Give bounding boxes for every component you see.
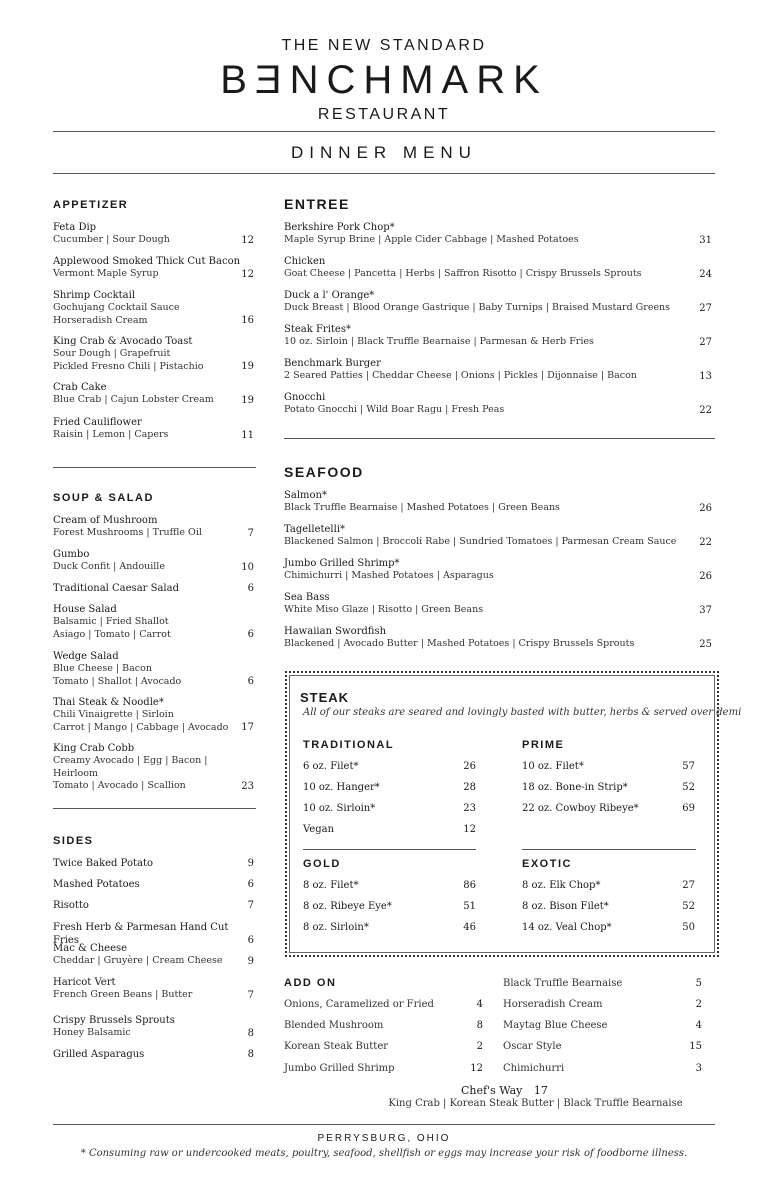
- entree-item: [284, 357, 712, 383]
- sides-title: SIDES: [53, 835, 94, 847]
- entree-item-price: 13: [699, 370, 712, 382]
- addon-row: [284, 998, 483, 1011]
- entree-title: ENTREE: [284, 196, 350, 212]
- seafood-item-name: Jumbo Grilled Shrimp*: [284, 558, 400, 569]
- sides-item-price: 6: [247, 935, 254, 946]
- sides-item-price: 7: [247, 900, 254, 911]
- steak-cut-name: 8 oz. Filet*: [303, 880, 359, 891]
- soup-item: [53, 582, 254, 595]
- seafood-item: [284, 523, 712, 549]
- seafood-item-name: Sea Bass: [284, 592, 330, 603]
- steak-cut-name: 10 oz. Hanger*: [303, 782, 380, 793]
- soup-item-description: Asiago | Tomato | Carrot: [53, 628, 171, 640]
- addon-price: 5: [695, 978, 702, 989]
- addon-price: 2: [476, 1041, 483, 1052]
- entree-item: [284, 289, 712, 315]
- appetizer-item: [53, 221, 254, 247]
- appetizer-item-name: Applewood Smoked Thick Cut Bacon: [53, 256, 241, 267]
- sides-item-price: 7: [247, 989, 254, 1001]
- steak-prime-row: [522, 802, 695, 815]
- soup-item-price: 17: [241, 722, 254, 733]
- footer-divider: [53, 1124, 715, 1125]
- steak-cut-name: 8 oz. Sirloin*: [303, 922, 369, 933]
- seafood-item: [284, 557, 712, 583]
- soup-item-price: 23: [241, 780, 254, 792]
- sides-item: [53, 942, 254, 968]
- addon-name: Blended Mushroom: [284, 1020, 384, 1031]
- seafood-item-price: 26: [699, 570, 712, 582]
- sides-item: [53, 899, 254, 912]
- header-tagline: THE NEW STANDARD: [281, 37, 487, 54]
- addon-price: 8: [476, 1020, 483, 1031]
- soup-item-price: 7: [247, 527, 254, 539]
- sides-item-name: Risotto: [53, 900, 89, 911]
- soup-item-description: Forest Mushrooms | Truffle Oil: [53, 527, 202, 538]
- steak-traditional-row: [303, 823, 476, 836]
- steak-title: STEAK: [300, 690, 350, 705]
- appetizer-item-description: Sour Dough | Grapefruit: [53, 348, 171, 359]
- addon-row: [503, 1062, 702, 1075]
- sides-item-name: Crispy Brussels Sprouts: [53, 1015, 175, 1026]
- addon-name: Black Truffle Bearnaise: [503, 978, 623, 989]
- soup-item-description: Chili Vinaigrette | Sirloin: [53, 709, 174, 720]
- seafood-item-description: White Miso Glaze | Risotto | Green Beans: [284, 604, 484, 615]
- soup-item-name: House Salad: [53, 604, 117, 615]
- steak-gold-row: [303, 921, 476, 934]
- steak-cut-price: 57: [682, 761, 695, 772]
- entree-item: [284, 221, 712, 247]
- steak-cut-name: 6 oz. Filet*: [303, 761, 359, 772]
- appetizer-item: [53, 335, 254, 373]
- appetizer-item-name: King Crab & Avocado Toast: [53, 336, 193, 347]
- entree-item-description: Maple Syrup Brine | Apple Cider Cabbage | Mashed Potatoes: [284, 234, 579, 245]
- chefs-way-price: 17: [533, 1084, 548, 1097]
- steak-cut-name: 8 oz. Elk Chop*: [522, 880, 601, 891]
- soup-item: [53, 548, 254, 574]
- sides-item-price: 9: [247, 955, 254, 967]
- entree-item-description: 2 Seared Patties | Cheddar Cheese | Onions | Pickles | Dijonnaise | Bacon: [284, 370, 637, 381]
- addon-price: 2: [695, 999, 702, 1010]
- addon-row: [284, 1062, 483, 1075]
- soup-item-price: 6: [247, 583, 254, 594]
- addon-price: 4: [695, 1020, 702, 1031]
- appetizer-item-name: Fried Cauliflower: [53, 417, 142, 428]
- sides-item-name: Grilled Asparagus: [53, 1049, 145, 1060]
- steak-exotic-row: [522, 900, 695, 913]
- footer-disclaimer: * Consuming raw or undercooked meats, poultry, seafood, shellfish or eggs may increase your risk of foodborne illness.: [80, 1148, 688, 1159]
- steak-cut-name: 8 oz. Bison Filet*: [522, 901, 609, 912]
- sides-item: [53, 878, 254, 891]
- prime-title: PRIME: [522, 739, 565, 751]
- soup-item-name: King Crab Cobb: [53, 743, 135, 754]
- steak-cut-price: 23: [463, 803, 476, 814]
- entree-item-description: Potato Gnocchi | Wild Boar Ragu | Fresh Peas: [284, 404, 505, 415]
- addon-name: Korean Steak Butter: [284, 1041, 389, 1052]
- entree-item-price: 22: [699, 404, 712, 416]
- steak-traditional-row: [303, 781, 476, 794]
- soup-item-description: Tomato | Avocado | Scallion: [53, 780, 186, 791]
- chefs-way-row: [461, 1084, 548, 1097]
- appetizer-item: [53, 416, 254, 442]
- appetizer-item: [53, 381, 254, 407]
- appetizer-item-description: Pickled Fresno Chili | Pistachio: [53, 360, 204, 372]
- sides-item-description: French Green Beans | Butter: [53, 989, 193, 1000]
- steak-exotic-row: [522, 879, 695, 892]
- header-divider-top: [53, 131, 715, 132]
- soup-item-name: Thai Steak & Noodle*: [53, 697, 164, 708]
- sides-item-name: Mac & Cheese: [53, 943, 128, 954]
- seafood-item: [284, 489, 712, 515]
- steak-cut-price: 46: [463, 922, 476, 933]
- seafood-item-price: 22: [699, 536, 712, 548]
- entree-item-name: Gnocchi: [284, 392, 326, 403]
- entree-item-price: 27: [699, 336, 712, 348]
- addon-title: ADD ON: [284, 977, 337, 989]
- soup-item: [53, 650, 254, 688]
- appetizer-item-price: 19: [241, 394, 254, 406]
- addon-name: Horseradish Cream: [503, 999, 603, 1010]
- seafood-item: [284, 625, 712, 651]
- appetizer-divider: [53, 467, 256, 468]
- entree-item-name: Berkshire Pork Chop*: [284, 222, 395, 233]
- restaurant-logo: BƎNCHMARK: [220, 58, 548, 102]
- seafood-title: SEAFOOD: [284, 464, 364, 480]
- soup-item-price: 6: [247, 676, 254, 687]
- header-subtitle: RESTAURANT: [317, 106, 451, 123]
- steak-cut-price: 86: [463, 880, 476, 891]
- chefs-way-label: Chef's Way: [461, 1084, 523, 1097]
- soup-item-name: Wedge Salad: [53, 651, 119, 662]
- seafood-item-name: Hawaiian Swordfish: [284, 626, 387, 637]
- appetizer-item-name: Crab Cake: [53, 382, 107, 393]
- steak-cut-name: 10 oz. Sirloin*: [303, 803, 376, 814]
- sides-item-price: 6: [247, 879, 254, 890]
- sides-item-price: 8: [247, 1049, 254, 1060]
- addon-price: 3: [695, 1063, 702, 1074]
- steak-divider-right: [522, 849, 696, 850]
- steak-cut-name: Vegan: [303, 824, 335, 835]
- addon-row: [284, 1040, 483, 1053]
- footer-location: PERRYSBURG, OHIO: [317, 1133, 451, 1144]
- soup-divider: [53, 808, 256, 809]
- sides-item-name: Haricot Vert: [53, 977, 116, 988]
- steak-exotic-row: [522, 921, 695, 934]
- exotic-title: EXOTIC: [522, 858, 572, 870]
- steak-cut-name: 10 oz. Filet*: [522, 761, 584, 772]
- addon-name: Jumbo Grilled Shrimp: [284, 1063, 395, 1074]
- entree-item-description: Duck Breast | Blood Orange Gastrique | Baby Turnips | Braised Mustard Greens: [284, 302, 671, 313]
- steak-cut-price: 52: [682, 782, 695, 793]
- sides-item-price: 9: [247, 858, 254, 869]
- steak-cut-price: 51: [463, 901, 476, 912]
- entree-item: [284, 255, 712, 281]
- seafood-item-name: Tagelletelli*: [284, 524, 346, 535]
- addon-name: Chimichurri: [503, 1063, 565, 1074]
- sides-item-description: Cheddar | Gruyère | Cream Cheese: [53, 955, 223, 966]
- entree-item-price: 27: [699, 302, 712, 314]
- addon-row: [503, 1019, 702, 1032]
- seafood-item-description: Blackened | Avocado Butter | Mashed Potatoes | Crispy Brussels Sprouts: [284, 638, 635, 649]
- soup-item: [53, 514, 254, 540]
- seafood-item-price: 26: [699, 502, 712, 514]
- sides-item: [53, 1048, 254, 1061]
- soup-salad-title: SOUP & SALAD: [53, 492, 154, 504]
- appetizer-item-price: 11: [241, 429, 254, 441]
- appetizer-item-description: Cucumber | Sour Dough: [53, 234, 170, 245]
- addon-row: [503, 1040, 702, 1053]
- soup-item-name: Cream of Mushroom: [53, 515, 158, 526]
- soup-item-description: Creamy Avocado | Egg | Bacon | Heirloom: [53, 755, 208, 779]
- appetizer-item-price: 16: [241, 315, 254, 326]
- entree-item-name: Chicken: [284, 256, 326, 267]
- appetizer-item-description: Raisin | Lemon | Capers: [53, 429, 169, 440]
- seafood-item-price: 25: [699, 638, 712, 650]
- addon-name: Oscar Style: [503, 1041, 562, 1052]
- addon-name: Maytag Blue Cheese: [503, 1020, 608, 1031]
- steak-traditional-row: [303, 760, 476, 773]
- chefs-way-desc: King Crab | Korean Steak Butter | Black Truffle Bearnaise: [388, 1098, 683, 1109]
- seafood-item-description: Black Truffle Bearnaise | Mashed Potatoes | Green Beans: [284, 502, 560, 513]
- entree-item-price: 24: [699, 268, 712, 280]
- steak-cut-name: 14 oz. Veal Chop*: [522, 922, 612, 933]
- soup-item-name: Gumbo: [53, 549, 90, 560]
- header-divider-bottom: [53, 173, 715, 174]
- appetizer-item-price: 12: [241, 234, 254, 246]
- addon-name: Onions, Caramelized or Fried: [284, 999, 434, 1010]
- entree-item: [284, 323, 712, 349]
- appetizer-item: [53, 255, 254, 281]
- soup-item-description: Carrot | Mango | Cabbage | Avocado: [53, 721, 229, 733]
- addon-row: [503, 977, 702, 990]
- traditional-title: TRADITIONAL: [303, 739, 395, 751]
- sides-item-name: Mashed Potatoes: [53, 879, 140, 890]
- sides-item-name: Fresh Herb & Parmesan Hand Cut Fries: [53, 922, 229, 946]
- seafood-item: [284, 591, 712, 617]
- appetizer-item-price: 19: [241, 361, 254, 372]
- seafood-item-description: Blackened Salmon | Broccoli Rabe | Sundried Tomatoes | Parmesan Cream Sauce: [284, 536, 677, 547]
- soup-item: [53, 696, 254, 734]
- addon-row: [503, 998, 702, 1011]
- entree-divider: [284, 438, 715, 439]
- steak-cut-price: 50: [682, 922, 695, 933]
- soup-item: [53, 742, 254, 793]
- sides-item: [53, 857, 254, 870]
- appetizer-title: APPETIZER: [53, 199, 129, 211]
- soup-item-description: Tomato | Shallot | Avocado: [53, 675, 182, 687]
- appetizer-item-description: Horseradish Cream: [53, 314, 148, 326]
- entree-item-name: Steak Frites*: [284, 324, 351, 335]
- sides-item-name: Twice Baked Potato: [53, 858, 153, 869]
- menu-title: DINNER MENU: [291, 143, 477, 162]
- appetizer-item-price: 12: [241, 268, 254, 280]
- entree-item-name: Duck a l' Orange*: [284, 290, 375, 301]
- steak-cut-price: 52: [682, 901, 695, 912]
- soup-item-price: 6: [247, 629, 254, 640]
- appetizer-item-description: Vermont Maple Syrup: [53, 268, 159, 279]
- addon-price: 12: [470, 1063, 483, 1074]
- steak-cut-price: 12: [463, 824, 476, 835]
- steak-cut-price: 28: [463, 782, 476, 793]
- steak-cut-name: 22 oz. Cowboy Ribeye*: [522, 803, 639, 814]
- soup-item-price: 10: [241, 561, 254, 573]
- steak-cut-price: 27: [682, 880, 695, 891]
- entree-item-name: Benchmark Burger: [284, 358, 381, 369]
- seafood-item-name: Salmon*: [284, 490, 327, 501]
- steak-divider-left: [303, 849, 476, 850]
- appetizer-item-name: Shrimp Cocktail: [53, 290, 136, 301]
- sides-item-price: 8: [247, 1027, 254, 1039]
- soup-item-name: Traditional Caesar Salad: [53, 583, 179, 594]
- steak-gold-row: [303, 879, 476, 892]
- addon-price: 15: [689, 1041, 702, 1052]
- soup-item-description: Duck Confit | Andouille: [53, 561, 165, 572]
- steak-cut-price: 69: [682, 803, 695, 814]
- seafood-item-description: Chimichurri | Mashed Potatoes | Asparagus: [284, 570, 494, 581]
- soup-item: [53, 603, 254, 641]
- steak-note: All of our steaks are seared and lovingly basted with butter, herbs & served over demi: [303, 707, 742, 718]
- steak-cut-name: 8 oz. Ribeye Eye*: [303, 901, 392, 912]
- appetizer-item: [53, 289, 254, 327]
- steak-cut-price: 26: [463, 761, 476, 772]
- entree-item-price: 31: [699, 234, 712, 246]
- entree-item-description: Goat Cheese | Pancetta | Herbs | Saffron Risotto | Crispy Brussels Sprouts: [284, 268, 642, 279]
- appetizer-item-name: Feta Dip: [53, 222, 97, 233]
- sides-item: [53, 976, 254, 1002]
- appetizer-item-description: Blue Crab | Cajun Lobster Cream: [53, 394, 214, 405]
- seafood-item-price: 37: [699, 604, 712, 616]
- steak-gold-row: [303, 900, 476, 913]
- soup-item-description: Blue Cheese | Bacon: [53, 663, 152, 674]
- entree-item: [284, 391, 712, 417]
- addon-price: 4: [476, 999, 483, 1010]
- gold-title: GOLD: [303, 858, 341, 870]
- entree-item-description: 10 oz. Sirloin | Black Truffle Bearnaise | Parmesan & Herb Fries: [284, 336, 594, 347]
- sides-item-description: Honey Balsamic: [53, 1027, 131, 1038]
- addon-row: [284, 1019, 483, 1032]
- steak-prime-row: [522, 760, 695, 773]
- appetizer-item-description: Gochujang Cocktail Sauce: [53, 302, 180, 313]
- steak-cut-name: 18 oz. Bone-in Strip*: [522, 782, 628, 793]
- soup-item-description: Balsamic | Fried Shallot: [53, 616, 169, 627]
- steak-prime-row: [522, 781, 695, 794]
- sides-item: [53, 1014, 254, 1040]
- steak-traditional-row: [303, 802, 476, 815]
